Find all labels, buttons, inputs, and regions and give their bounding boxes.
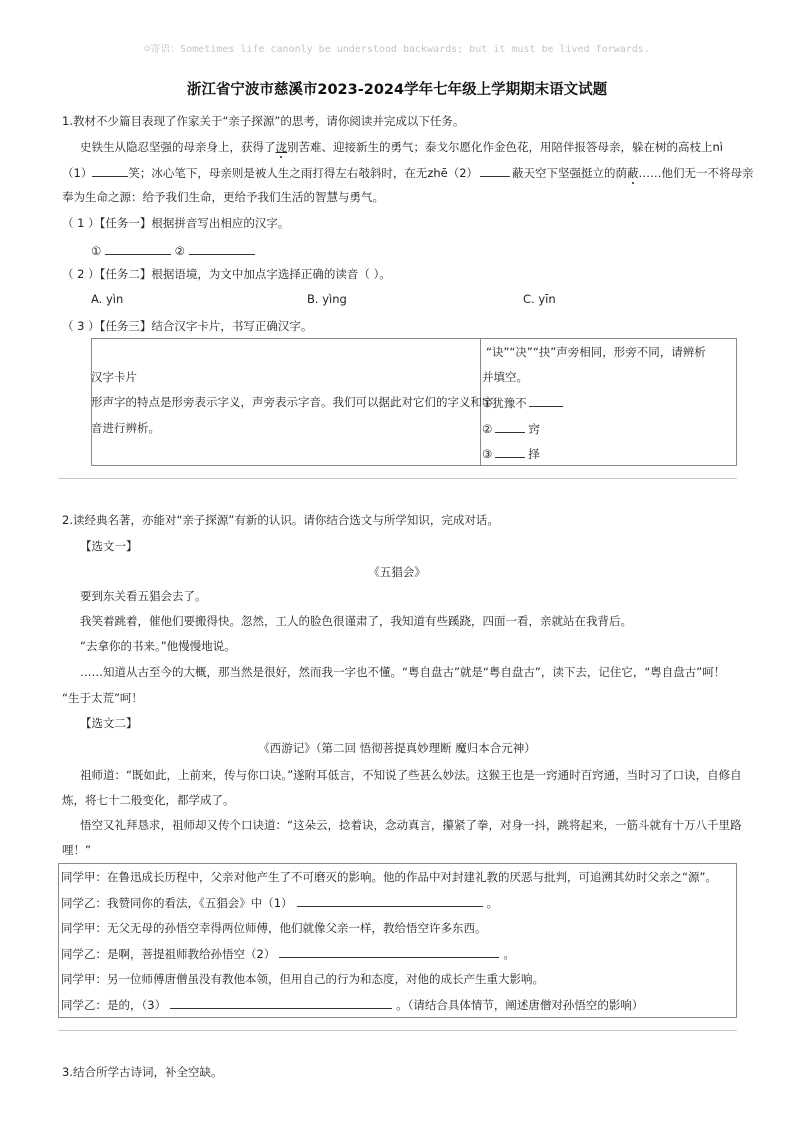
q2-selection-2-label: 【选文二】 (80, 716, 138, 730)
page-title: 浙江省宁波市慈溪市2023-2024学年七年级上学期期末语文试题 (186, 82, 608, 98)
dialogue-line: 同学甲：另一位师傅唐僧虽没有教他本领，但用自己的行为和态度，对他的成长产生重大影响。 (61, 972, 544, 986)
section-divider (58, 1030, 737, 1031)
fill-blank-1[interactable] (529, 394, 563, 407)
q1-stem: 1.教材不少篇目表现了作家关于“亲子探源”的思考，请你阅读并完成以下任务。 (62, 114, 465, 128)
hanzi-card-text: 形声字的特点是形旁表示字义，声旁表示字音。我们可以据此对它们的字义和字 (91, 395, 494, 409)
q1-blank-1[interactable] (92, 164, 128, 177)
q1-dotted-char: 蔽 (627, 166, 639, 180)
dialogue-line: 同学乙：我赞同你的看法，《五猖会》中（1） 。 (61, 896, 499, 910)
dialogue-blank-1[interactable] (297, 894, 483, 907)
q2-selection-1-title: 《五猖会》 (368, 565, 426, 579)
table-right-instruction: “诀”“决”“抉”声旁相同，形旁不同，请辨析 (486, 345, 706, 359)
q2-s1-paragraph: ……知道从古至今的大概，那当然是很好，然而我一字也不懂。“粤自盘古”就是“粤自盘古”，读下去，记住它，“粤自盘古”呵！ (80, 665, 726, 679)
q1-blank-2[interactable] (480, 164, 510, 177)
q1-option-b[interactable]: B. yìng (307, 292, 347, 306)
q1-passage-text: （1） (62, 166, 93, 180)
q1-task-1: （ 1 ）【任务一】根据拼音写出相应的汉字。 (62, 216, 290, 230)
table-fill-item-1: ①犹豫不 (482, 394, 563, 411)
q1-passage-text: 史铁生从隐忍坚强的母亲身上，获得了 (80, 140, 276, 154)
q1-task-1-answers (91, 242, 255, 259)
table-fill-item-2: ② 窍 (482, 422, 540, 436)
table-fill-item-3: ③ 择 (482, 447, 540, 461)
q1-passage-line-2 (62, 164, 754, 181)
q2-selection-2-title: 《西游记》（第二回 悟彻菩提真妙理断 魔归本合元神） (258, 741, 536, 755)
fill-blank-3[interactable] (495, 445, 525, 458)
q2-selection-1-label: 【选文一】 (80, 539, 138, 553)
hanzi-card-title: 汉字卡片 (91, 370, 137, 384)
q1-dotted-char: 泷 (275, 140, 287, 154)
dialogue-box (58, 863, 737, 1018)
hanzi-card-text: 音进行辨析。 (91, 421, 160, 435)
q1-passage-text: ……他们无一不将母亲 (638, 166, 754, 180)
dialogue-line: 同学甲：无父无母的孙悟空幸得两位师傅，他们就像父亲一样，教给悟空许多东西。 (61, 921, 487, 935)
q1-option-a[interactable]: A. yìn (91, 292, 124, 306)
section-divider (58, 478, 737, 479)
q2-s2-paragraph: 炼，将七十二般变化，都学成了。 (62, 793, 235, 807)
q1-task-3: （ 3 ）【任务三】结合汉字卡片，书写正确汉字。 (62, 319, 313, 333)
q3-stem: 3.结合所学古诗词，补全空缺。 (62, 1065, 223, 1079)
q1-task-1-blank-1[interactable] (105, 242, 171, 255)
q1-passage-text: 别苦难、迎接新生的勇气；泰戈尔愿化作金色花，用陪伴报答母亲，躲在树的高枝上nì (287, 140, 723, 154)
page-header-quote: ☺寄语：Sometimes life canonly be understood backwards; but it must be lived forwards. (144, 44, 650, 55)
dialogue-blank-3[interactable] (170, 996, 392, 1009)
q1-passage-line-3: 奉为生命之源：给予我们生命，更给予我们生活的智慧与勇气。 (62, 190, 384, 204)
q2-s1-paragraph: “生于太荒”呵！ (62, 691, 143, 705)
dialogue-line: 同学甲：在鲁迅成长历程中，父亲对他产生了不可磨灭的影响。他的作品中对封建礼教的厌恶与批判，可追溯其幼时父亲之“源”。 (61, 870, 717, 884)
dialogue-line: 同学乙：是啊，菩提祖师教给孙悟空（2） 。 (61, 947, 515, 961)
q2-s1-paragraph: 要到东关看五猖会去了。 (80, 589, 207, 603)
answer-marker: ① (91, 244, 102, 258)
q2-s1-paragraph: “去拿你的书来。”他慢慢地说。 (80, 639, 236, 653)
q1-task-2: （ 2 ）【任务二】根据语境，为文中加点字选择正确的读音（ ）。 (62, 267, 391, 281)
dialogue-line: 同学乙：是的，（3） 。（请结合具体情节，阐述唐僧对孙悟空的影响） (61, 998, 644, 1012)
q1-task-1-blank-2[interactable] (189, 242, 255, 255)
dialogue-blank-2[interactable] (279, 945, 499, 958)
answer-marker: ② (174, 244, 185, 258)
table-right-instruction: 并填空。 (482, 370, 528, 384)
q1-passage-text: 笑；冰心笔下，母亲则是被人生之雨打得左右攲斜时，在无zhē（2） (128, 166, 479, 180)
q1-passage-line-1 (80, 139, 723, 155)
q2-stem: 2.读经典名著，亦能对“亲子探源”有新的认识。请你结合选文与所学知识，完成对话。 (62, 513, 499, 527)
q2-s2-paragraph: 祖师道：“既如此，上前来，传与你口诀。”遂附耳低言，不知说了些甚么妙法。这猴王也是一窍通时百窍通，当时习了口诀，自修自 (80, 768, 742, 782)
q1-passage-text: 蔽天空下坚强挺立的荫 (512, 166, 628, 180)
q1-option-c[interactable]: C. yīn (523, 292, 556, 306)
q2-s2-paragraph: 哩！” (62, 843, 91, 857)
q2-s1-paragraph: 我笑着跳着，催他们要搬得快。忽然，工人的脸色很谨肃了，我知道有些蹊跷，四面一看，亲就站在我背后。 (80, 614, 632, 628)
q2-s2-paragraph: 悟空又礼拜恳求，祖师却又传个口诀道：“这朵云，捻着诀，念动真言，攥紧了拳，对身一抖，跳将起来，一筋斗就有十万八千里路 (80, 818, 742, 832)
fill-blank-2[interactable] (495, 420, 525, 433)
